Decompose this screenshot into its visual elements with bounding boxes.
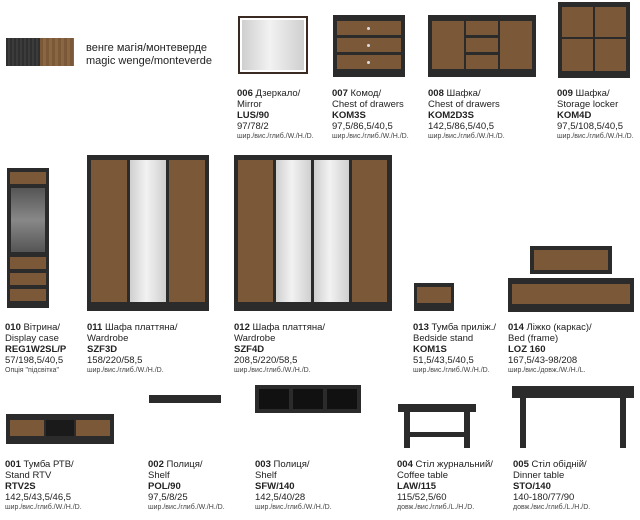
- mirror-image: [238, 16, 308, 74]
- item-008: 008 Шафка/ Chest of drawers KOM2D3S 142,5/86,5/40,5 шир./вис./глиб./W./H./D.: [428, 88, 505, 140]
- color-swatch: [6, 38, 74, 66]
- item-004: 004 Стіл журнальний/ Coffee table LAW/115 115/52,5/60 довж./вис./глиб./L./H./D.: [397, 459, 493, 511]
- item-006: 006 Дзеркало/ Mirror LUS/90 97/78/2 шир./вис./глиб./W./H./D.: [237, 88, 314, 140]
- coffee-table-image: [398, 404, 476, 448]
- item-010: 010 Вітрина/ Display case REG1W2SL/P 57/198,5/40,5 Опція "підсвітка": [5, 322, 67, 374]
- wardrobe-3d-image: [87, 155, 209, 311]
- item-011: 011 Шафа платтяна/ Wardrobe SZF3D 158/220/58,5 шир./вис./глиб./W./H./D.: [87, 322, 178, 374]
- wenge-swatch: [6, 38, 40, 66]
- item-012: 012 Шафа платтяна/ Wardrobe SZF4D 208,5/220/58,5 шир./вис./глиб./W./H./D.: [234, 322, 326, 374]
- shelf-sfw-image: [255, 385, 361, 413]
- dinner-table-image: [512, 386, 634, 448]
- item-007: 007 Комод/ Chest of drawers KOM3S 97,5/86,5/40,5 шир./вис./глиб./W./H./D.: [332, 88, 409, 140]
- item-002: 002 Полиця/ Shelf POL/90 97,5/8/25 шир./вис./глиб./W./H./D.: [148, 459, 225, 511]
- chest-3s-image: [333, 15, 405, 77]
- swatch-label-ua: венге магія/монтеверде: [86, 42, 208, 54]
- swatch-label-en: magic wenge/monteverde: [86, 55, 212, 67]
- wardrobe-4d-image: [234, 155, 392, 311]
- swatch-label: [86, 42, 212, 68]
- item-014: 014 Ліжко (каркас)/ Bed (frame) LOZ 160 167,5/43-98/208 шир./вис./довж./W./H./L.: [508, 322, 592, 374]
- monteverde-swatch: [40, 38, 74, 66]
- chest-2d3s-image: [428, 15, 536, 77]
- display-case-image: [7, 168, 49, 308]
- item-009: 009 Шафка/ Storage locker KOM4D 97,5/108,5/40,5 шир./вис./глиб./W./H./D.: [557, 88, 634, 140]
- locker-4d-image: [558, 2, 630, 78]
- item-005: 005 Стіл обідній/ Dinner table STO/140 140-180/77/90 довж./вис./глиб./L./H./D.: [513, 459, 591, 511]
- shelf-pol-image: [149, 395, 221, 403]
- item-003: 003 Полиця/ Shelf SFW/140 142,5/40/28 шир./вис./глиб./W./H./D.: [255, 459, 332, 511]
- item-001: 001 Тумба РТВ/ Stand RTV RTV2S 142,5/43,5/46,5 шир./вис./глиб./W./H./D.: [5, 459, 82, 511]
- bedside-stand-image: [414, 283, 454, 311]
- item-013: 013 Тумба приліж./ Bedside stand KOM1S 51,5/43,5/40,5 шир./вис./глиб./W./H./D.: [413, 322, 497, 374]
- bed-image: [508, 246, 634, 312]
- tv-stand-image: [6, 414, 114, 444]
